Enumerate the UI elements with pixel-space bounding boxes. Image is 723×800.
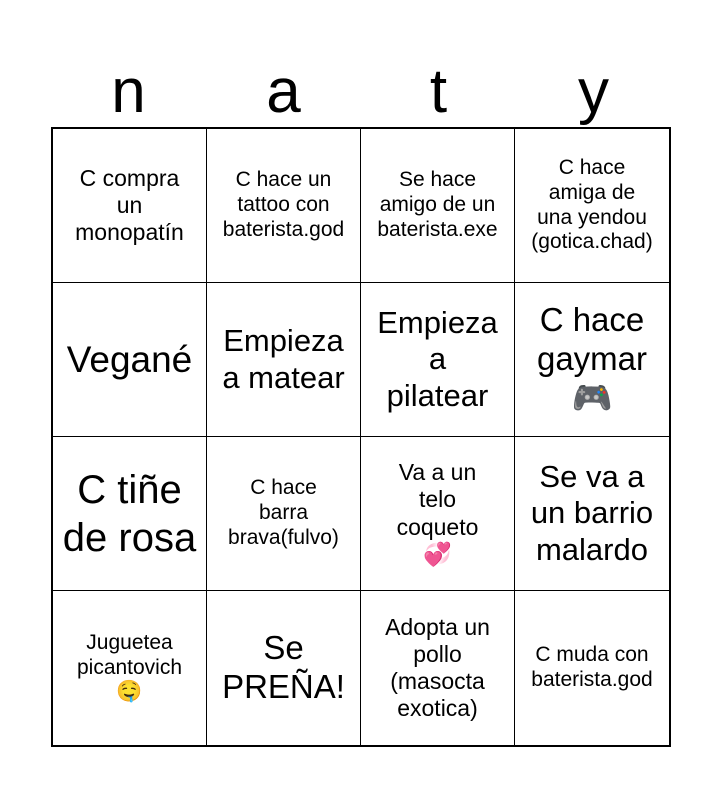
cell-text: Juguetea picantovich 🤤 bbox=[76, 630, 183, 704]
bingo-cell[interactable] bbox=[53, 437, 207, 591]
cell-text: C hace un tattoo con baterista.god bbox=[222, 168, 345, 241]
cell-text: C hace barra brava(fulvo) bbox=[228, 476, 339, 549]
cell-text: C tiñe de rosa bbox=[62, 467, 197, 560]
bingo-header bbox=[51, 56, 671, 128]
bingo-cell[interactable] bbox=[361, 283, 515, 437]
header-letter-t: t bbox=[429, 57, 448, 126]
cell-text: Adopta un pollo (masocta exotica) bbox=[385, 613, 490, 722]
cell-text: Empieza a matear bbox=[222, 322, 345, 395]
cell-text: Se hace amigo de un baterista.exe bbox=[377, 168, 498, 241]
cell-text: Empieza a pilatear bbox=[377, 304, 498, 413]
bingo-grid bbox=[51, 127, 671, 747]
bingo-cell[interactable] bbox=[207, 129, 361, 283]
bingo-cell[interactable] bbox=[361, 129, 515, 283]
cell-text: Se va a un barrio malardo bbox=[530, 458, 654, 567]
cell-text: Se PREÑA! bbox=[222, 629, 345, 705]
cell-text: C hace amiga de una yendou (gotica.chad) bbox=[531, 155, 653, 254]
cell-text: C muda con baterista.god bbox=[531, 643, 653, 691]
header-letter-n: n bbox=[111, 57, 146, 126]
cell-text: Vegané bbox=[66, 338, 193, 380]
bingo-cell[interactable] bbox=[515, 283, 669, 437]
bingo-cell[interactable] bbox=[207, 591, 361, 745]
bingo-cell[interactable] bbox=[207, 437, 361, 591]
bingo-cell[interactable] bbox=[53, 283, 207, 437]
bingo-cell[interactable] bbox=[361, 437, 515, 591]
bingo-cell[interactable] bbox=[515, 437, 669, 591]
bingo-cell[interactable] bbox=[361, 591, 515, 745]
bingo-cell[interactable] bbox=[515, 129, 669, 283]
cell-text: C compra un monopatín bbox=[75, 164, 184, 246]
header-letter-a: a bbox=[266, 57, 301, 126]
bingo-cell[interactable] bbox=[207, 283, 361, 437]
header-letter-y: y bbox=[578, 57, 609, 126]
bingo-cell[interactable] bbox=[53, 591, 207, 745]
cell-text: C hace gaymar 🎮 bbox=[536, 301, 648, 416]
bingo-cell[interactable] bbox=[53, 129, 207, 283]
cell-text: Va a un telo coqueto 💞 bbox=[396, 459, 479, 567]
bingo-cell[interactable] bbox=[515, 591, 669, 745]
